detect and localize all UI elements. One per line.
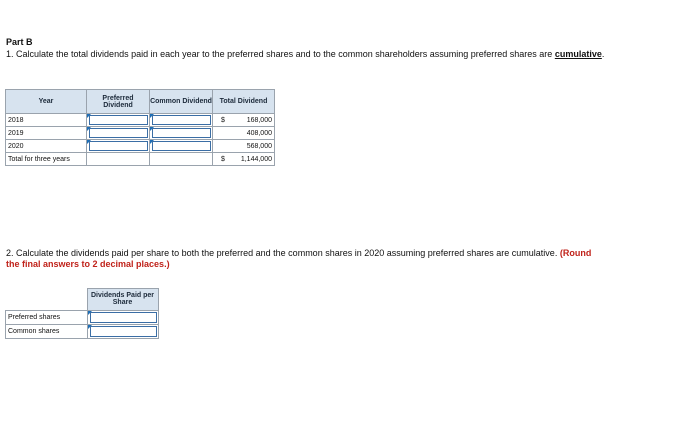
question-2-text: 2. Calculate the dividends paid per share to both the preferred and the common shares in 2020 assuming preferred shares are cumulative.	[6, 248, 560, 258]
input-field[interactable]	[89, 115, 148, 125]
currency-symbol: $	[221, 155, 225, 163]
part-title: Part B	[6, 37, 33, 47]
total-dividend-cell	[213, 114, 275, 127]
total-dividend-cell	[213, 153, 275, 166]
table-row	[6, 114, 275, 127]
input-field[interactable]	[152, 141, 211, 151]
header-common-dividend: Common Dividend	[150, 90, 213, 114]
common-dividend-input-2018[interactable]	[150, 114, 213, 127]
row-label: 2020	[6, 140, 87, 153]
row-label: Preferred shares	[6, 310, 88, 324]
table-row	[6, 324, 159, 338]
table-row	[6, 153, 275, 166]
common-per-share-input[interactable]	[87, 324, 158, 338]
cumulative-term: cumulative	[554, 49, 602, 59]
question-1-text: 1. Calculate the total dividends paid in each year to the preferred shares and to the common shareholders assuming preferred shares are	[6, 49, 555, 59]
header-preferred-dividend: Preferred Dividend	[87, 90, 150, 114]
question-1	[6, 49, 606, 60]
preferred-per-share-input[interactable]	[87, 310, 158, 324]
input-field[interactable]	[89, 128, 148, 138]
question-2	[6, 248, 606, 270]
dividend-table	[5, 89, 275, 166]
row-label: Total for three years	[6, 153, 87, 166]
common-dividend-input-2020[interactable]	[150, 140, 213, 153]
row-label: 2019	[6, 127, 87, 140]
header-year: Year	[6, 90, 87, 114]
preferred-dividend-input-2020[interactable]	[87, 140, 150, 153]
input-field[interactable]	[89, 141, 148, 151]
common-dividend-input-2019[interactable]	[150, 127, 213, 140]
preferred-dividend-input-2019[interactable]	[87, 127, 150, 140]
preferred-dividend-total-cell	[87, 153, 150, 166]
row-label: 2018	[6, 114, 87, 127]
total-dividend-cell	[213, 140, 275, 153]
input-field[interactable]	[90, 312, 157, 323]
per-share-table	[5, 288, 159, 339]
currency-symbol: $	[221, 116, 225, 124]
table-row	[6, 127, 275, 140]
total-value: 568,000	[246, 142, 272, 150]
total-value: 1,144,000	[240, 155, 272, 163]
header-total-dividend: Total Dividend	[213, 90, 275, 114]
total-value: 408,000	[246, 129, 272, 137]
question-1-end: .	[601, 49, 605, 59]
common-dividend-total-cell	[150, 153, 213, 166]
input-field[interactable]	[152, 128, 211, 138]
total-value: 168,000	[246, 116, 272, 124]
input-field[interactable]	[90, 326, 157, 337]
table-row	[6, 310, 159, 324]
table-row	[6, 140, 275, 153]
input-field[interactable]	[152, 115, 211, 125]
header-dividends-per-share: Dividends Paid per Share	[87, 289, 158, 311]
total-dividend-cell	[213, 127, 275, 140]
row-label: Common shares	[6, 324, 88, 338]
preferred-dividend-input-2018[interactable]	[87, 114, 150, 127]
rounding-instruction: (Round the final answers to 2 decimal places.)	[6, 248, 592, 269]
header-blank	[6, 289, 88, 311]
